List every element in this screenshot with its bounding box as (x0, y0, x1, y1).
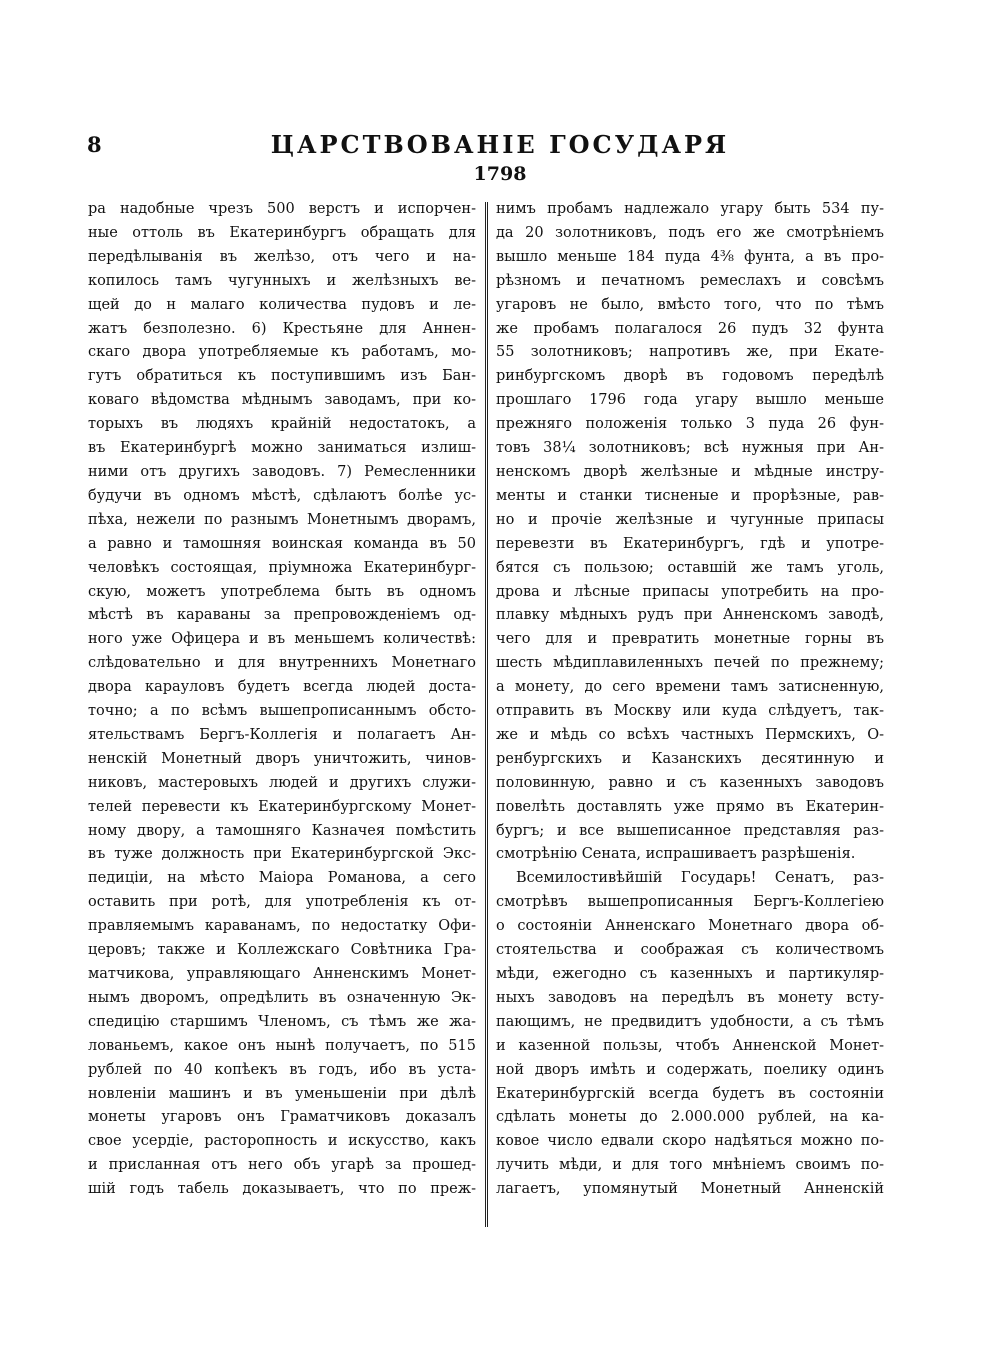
text-line: ра надобные чрезъ 500 верстъ и испорчен- (88, 201, 476, 217)
text-line: лованьемъ, какое онъ нынѣ получаетъ, по 515 (88, 1037, 476, 1054)
text-line: передѣлыванія въ желѣзо, отъ чего и на- (88, 248, 476, 265)
text-line: бургъ; и все вышеписанное представляя раз- (496, 822, 884, 839)
text-line: нымъ дворомъ, опредѣлить въ означенную Эк- (88, 989, 476, 1006)
text-line: мѣстѣ въ караваны за препровожденіемъ од- (88, 607, 476, 624)
text-line: щей до н малаго количества пудовъ и ле- (88, 296, 476, 313)
text-line: стоятельства и соображая съ количествомъ (496, 942, 884, 959)
text-line: оставить при ротѣ, для употребленія къ от- (88, 894, 476, 911)
text-line: ненскомъ дворѣ желѣзные и мѣдные инстру- (496, 463, 884, 480)
text-line: ними отъ другихъ заводовъ. 7) Ремесленники (88, 463, 476, 480)
text-line: Всемилостивѣйшій Государь! Сенатъ, раз- (516, 870, 884, 887)
text-line: ной дворъ имѣть и содержать, поелику одинъ (496, 1061, 884, 1078)
text-line: угаровъ не было, вмѣсто того, что по тѣмъ (496, 296, 884, 313)
text-line: гутъ обратиться къ поступившимъ изъ Бан- (88, 368, 476, 385)
text-line: ному двору, а тамошняго Казначея помѣстить (88, 822, 476, 839)
text-line: смотрѣнію Сената, испрашиваетъ разрѣшенія. (496, 846, 856, 863)
text-line: повелѣть доставлять уже прямо въ Екатерин- (496, 798, 884, 815)
text-line: бятся съ пользою; оставшій же тамъ уголь, (496, 559, 884, 576)
text-line: ные оттоль въ Екатеринбургъ обращать для (88, 224, 476, 241)
text-line: лагаетъ, упомянутый Монетный Анненскій (496, 1181, 884, 1198)
text-line: копилось тамъ чугунныхъ и желѣзныхъ ве- (88, 272, 476, 289)
text-line: а равно и тамошняя воинская команда въ 50 (88, 535, 476, 552)
text-line: свое усердіе, расторопность и искусство, какъ (88, 1133, 476, 1150)
text-line: скаго двора употребляемые къ работамъ, мо- (88, 344, 476, 361)
text-line: жатъ безполезно. 6) Крестьяне для Аннен- (88, 320, 476, 337)
text-line: лучить мѣди, и для того мнѣніемъ своимъ по- (496, 1157, 884, 1174)
right-column (496, 198, 884, 1202)
text-line: телей перевести къ Екатеринбургскому Монет- (88, 798, 476, 815)
text-line: прежняго положенія только 3 пуда 26 фун- (496, 416, 884, 433)
text-line: въ Екатеринбургѣ можно заниматься излиш- (88, 440, 476, 457)
text-line: а монету, до сего времени тамъ затисненную, (496, 679, 884, 696)
text-line: ковое число едвали скоро надѣяться можно по- (496, 1133, 884, 1150)
text-line: ренбургскихъ и Казанскихъ десятинную и (496, 750, 884, 767)
text-line: слѣдовательно и для внутреннихъ Монетнаго (88, 655, 476, 672)
text-line: нимъ пробамъ надлежало угару быть 534 пу- (496, 201, 884, 217)
text-line: мѣди, ежегодно съ казенныхъ и партикуляр- (496, 966, 884, 982)
text-line: рѣзномъ и печатномъ ремеслахъ и совсѣмъ (496, 272, 884, 289)
text-line: пающимъ, не предвидитъ удобности, а съ тѣмъ (496, 1013, 884, 1030)
text-line: будучи въ одномъ мѣстѣ, сдѣлаютъ болѣе ус- (88, 487, 476, 504)
page-number: 8 (87, 132, 102, 157)
text-line: ного уже Офицера и въ меньшемъ количествѣ: (88, 631, 476, 648)
text-line: спедицію старшимъ Членомъ, съ тѣмъ же жа- (88, 1013, 476, 1030)
running-title: ЦАРСТВОВАНІЕ ГОСУДАРЯ (270, 130, 730, 159)
text-line: церовъ; также и Коллежскаго Совѣтника Гра- (88, 942, 476, 959)
column-divider (485, 202, 488, 1227)
text-line: шій годъ табель доказываетъ, что по преж- (88, 1181, 476, 1198)
text-line: ненскій Монетный дворъ уничтожить, чинов- (88, 750, 476, 767)
text-line: въ туже должность при Екатеринбургской Экс- (88, 846, 476, 863)
text-line: смотрѣвъ вышепрописанныя Бергъ-Коллегіею (496, 894, 884, 911)
text-line: никовъ, мастеровыхъ людей и другихъ служи- (88, 774, 476, 791)
text-line: чего для и превратить монетные горны въ (496, 631, 884, 648)
text-line: плавку мѣдныхъ рудъ при Анненскомъ заводѣ, (496, 607, 884, 624)
text-line: сдѣлать монеты до 2.000.000 рублей, на ка- (496, 1109, 884, 1126)
text-line: шесть мѣдиплавиленныхъ печей по прежнему; (496, 655, 884, 672)
text-line: ныхъ заводовъ на передѣлъ въ монету всту- (496, 989, 884, 1006)
text-line: 55 золотниковъ; напротивъ же, при Екате- (496, 344, 884, 361)
text-line: да 20 золотниковъ, подъ его же смотрѣніемъ (496, 224, 884, 241)
text-line: же пробамъ полагалося 26 пудъ 32 фунта (496, 320, 884, 337)
text-line: новленіи машинъ и въ уменьшеніи при дѣлѣ (88, 1085, 476, 1102)
text-line: матчикова, управляющаго Анненскимъ Монет- (88, 966, 476, 982)
text-line: точно; а по всѣмъ вышепрописаннымъ обсто- (88, 703, 476, 720)
text-line: педиціи, на мѣсто Маіора Романова, а сего (88, 870, 476, 887)
left-column (88, 198, 476, 1202)
text-line: но и прочіе желѣзные и чугунные припасы (496, 511, 884, 528)
text-line: же и мѣдь со всѣхъ частныхъ Пермскихъ, О- (496, 726, 884, 743)
text-line: пѣха, нежели по разнымъ Монетнымъ дворамъ, (88, 511, 476, 528)
text-line: ринбургскомъ дворѣ въ годовомъ передѣлѣ (496, 368, 884, 385)
text-line: Екатеринбургскій всегда будетъ въ состояніи (496, 1085, 884, 1102)
text-line: монеты угаровъ онъ Граматчиковъ доказалъ (88, 1109, 476, 1126)
text-line: и казенной пользы, чтобъ Анненской Монет- (496, 1037, 884, 1054)
text-line: коваго вѣдомства мѣднымъ заводамъ, при ко- (88, 392, 476, 409)
text-line: правляемымъ караванамъ, по недостатку Офи- (88, 918, 476, 935)
text-line: менты и станки тисненые и прорѣзные, рав- (496, 487, 884, 504)
year-heading: 1798 (473, 163, 527, 185)
text-line: и присланная отъ него объ угарѣ за прошед- (88, 1157, 476, 1174)
text-line: двора карауловъ будетъ всегда людей доста- (88, 679, 476, 696)
text-line: вышло меньше 184 пуда 4⅜ фунта, а въ про- (496, 248, 884, 265)
text-line: отправить въ Москву или куда слѣдуетъ, так- (496, 703, 884, 720)
text-line: прошлаго 1796 года угару вышло меньше (496, 392, 884, 409)
text-line: торыхъ въ людяхъ крайній недостатокъ, а (88, 416, 476, 433)
text-line: дрова и лѣсные припасы употребить на про- (496, 583, 884, 600)
text-line: рублей по 40 копѣекъ въ годъ, ибо въ уста- (88, 1061, 476, 1078)
text-line: о состояніи Анненскаго Монетнаго двора об- (496, 918, 884, 935)
text-line: человѣкъ состоящая, пріумножа Екатеринбург- (88, 559, 476, 576)
text-line: перевезти въ Екатеринбургъ, гдѣ и употре- (496, 535, 884, 552)
text-line: товъ 38¼ золотниковъ; всѣ нужныя при Ан- (496, 440, 884, 457)
text-line: ятельствамъ Бергъ-Коллегія и полагаетъ Ан- (88, 726, 476, 743)
text-line: скую, можетъ употреблема быть въ одномъ (88, 583, 476, 600)
text-line: половинную, равно и съ казенныхъ заводовъ (496, 774, 884, 791)
